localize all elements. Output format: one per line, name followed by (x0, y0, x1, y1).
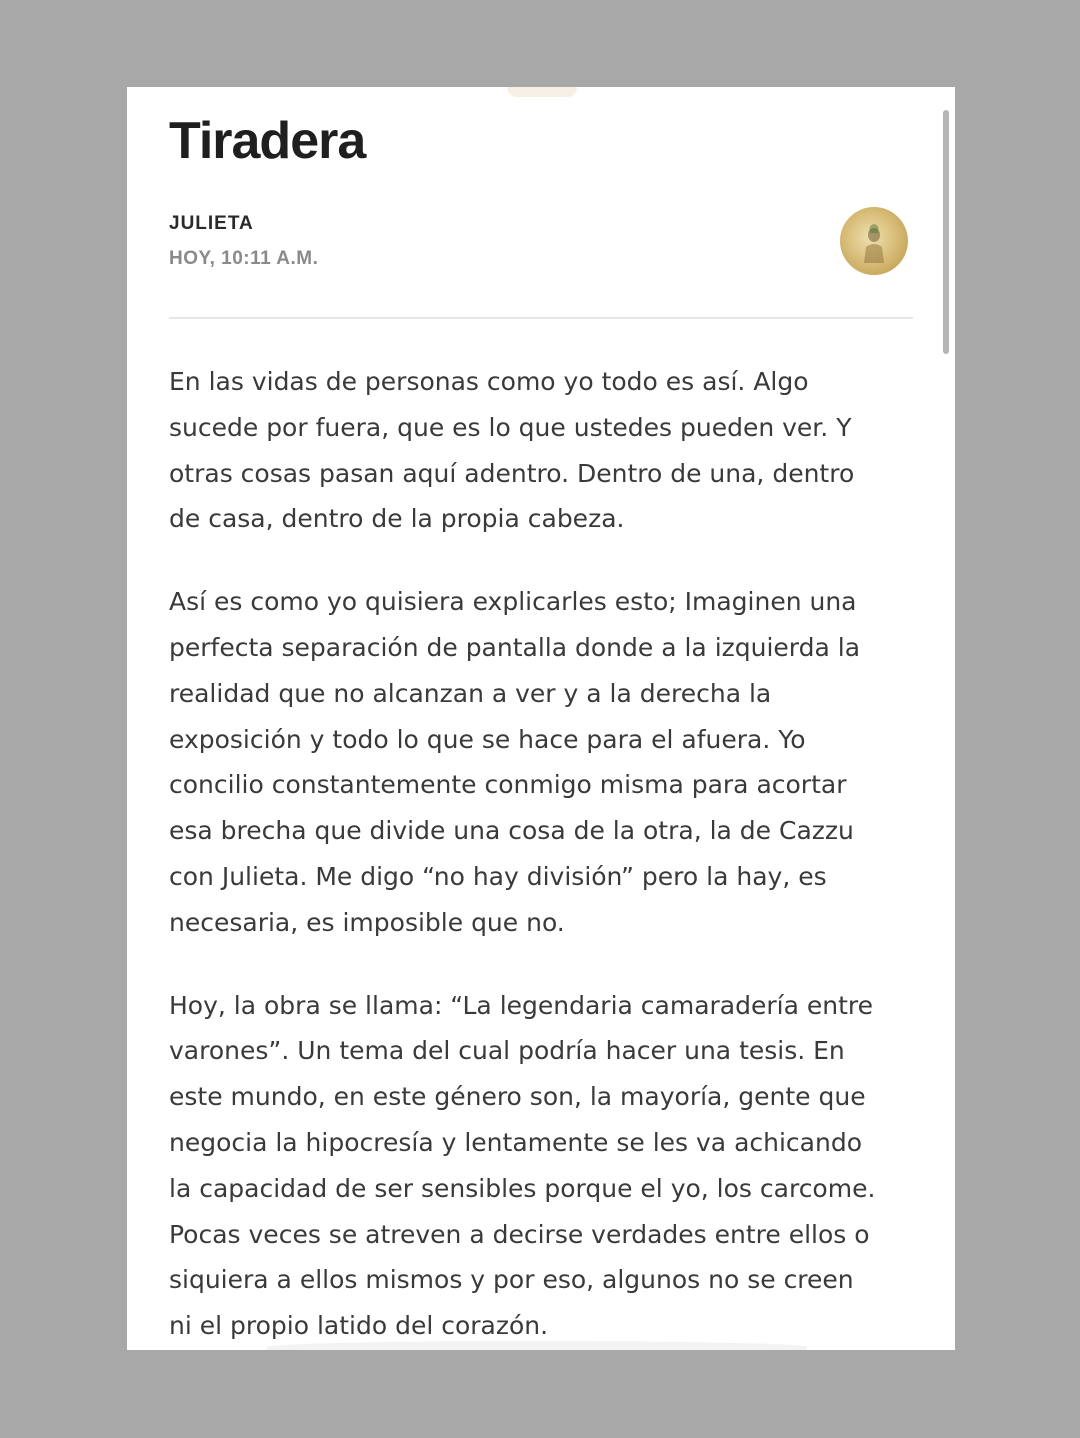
user-avatar-photo-icon[interactable] (840, 207, 908, 275)
avatar-figure (840, 207, 908, 275)
paragraph: Hoy, la obra se llama: “La legendaria camaradería entre varones”. Un tema del cual podría hacer una tesis. En este mundo, en este género son, la mayoría, gente que negocia la hipocresía y lentamente se les va achicando la capacidad de ser sensibles porque el yo, los carcome. Pocas veces se atreven a decirse verdades entre ellos o siquiera a ellos mismos y por eso, algunos no se creen ni el propio latido del corazón. (169, 990, 876, 1341)
author-name[interactable]: JULIETA (169, 213, 254, 234)
bottom-edge-shadow (267, 1341, 807, 1350)
vertical-scrollbar[interactable] (943, 110, 949, 354)
paragraph: En las vidas de personas como yo todo es así. Algo sucede por fuera, que es lo que ustedes pueden ver. Y otras cosas pasan aquí adentro. Dentro de una, dentro de casa, dentro de la propia cabeza. (169, 367, 855, 534)
top-edge-shadow (507, 87, 577, 97)
header-divider (169, 317, 913, 319)
note-title: Tiradera (169, 112, 366, 170)
note-card (127, 87, 955, 1350)
note-body (169, 359, 919, 1350)
paragraph: Así es como yo quisiera explicarles esto; Imaginen una perfecta separación de pantalla donde a la izquierda la realidad que no alcanzan a ver y a la derecha la exposición y todo lo que se hace para el afuera. Yo concilio constantemente conmigo misma para acortar esa brecha que divide una cosa de la otra, la de Cazzu con Julieta. Me digo “no hay división” pero la hay, es necesaria, es imposible que no. (169, 587, 861, 937)
post-timestamp: HOY, 10:11 A.M. (169, 248, 319, 269)
